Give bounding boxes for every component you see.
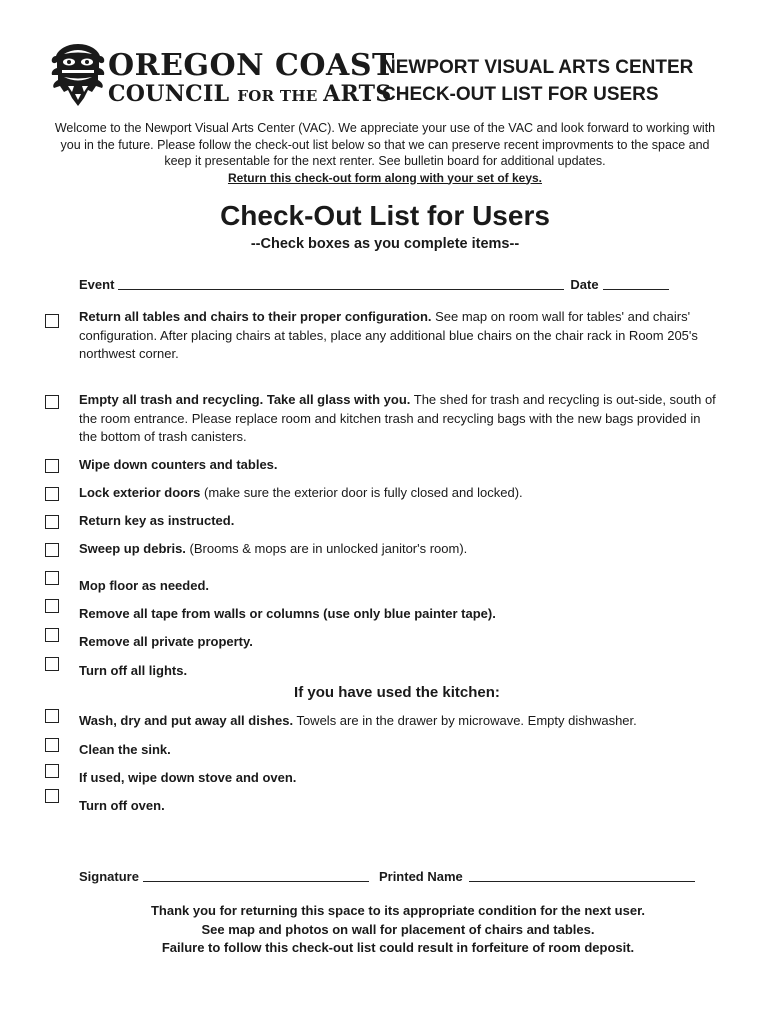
page-subtitle: --Check boxes as you complete items--	[250, 236, 520, 252]
item-detail: Towels are in the drawer by microwave. Empty dishwasher.	[293, 713, 637, 728]
checkbox[interactable]	[45, 599, 59, 613]
item-heading: Mop floor as needed.	[79, 578, 210, 593]
checkbox[interactable]	[45, 628, 59, 642]
item-text	[79, 662, 719, 681]
date-field[interactable]	[603, 275, 669, 290]
org-name-arts: ARTS	[323, 81, 392, 107]
kitchen-heading: If you have used the kitchen:	[294, 684, 500, 701]
checkbox[interactable]	[45, 543, 59, 557]
checkbox[interactable]	[45, 738, 59, 752]
document-title: CHECK-OUT LIST FOR USERS	[382, 84, 659, 105]
event-field[interactable]	[118, 275, 564, 290]
item-text	[79, 484, 719, 503]
checkbox[interactable]	[45, 764, 59, 778]
checkbox[interactable]	[45, 789, 59, 803]
item-heading: Remove all tape from walls or columns (use only blue painter tape).	[79, 606, 496, 621]
item-text	[79, 712, 719, 731]
item-heading: Return all tables and chairs to their proper configuration.	[79, 309, 432, 324]
org-name-for-the: FOR THE	[237, 87, 324, 105]
checkbox[interactable]	[45, 314, 59, 328]
item-text	[79, 577, 719, 596]
item-heading: Lock exterior doors	[79, 485, 201, 500]
item-text	[79, 605, 719, 624]
footer-line: Failure to follow this check-out list could result in forfeiture of room deposit.	[161, 940, 635, 955]
item-detail: The shed for trash and recycling is out-side, south of the room entrance. Please replace room and kitchen trash and recycling bags with the new bags provided in the bottom of trash canisters.	[79, 392, 716, 444]
item-heading: Remove all private property.	[79, 634, 253, 649]
item-detail: (make sure the exterior door is fully closed and locked).	[200, 485, 523, 500]
checkbox[interactable]	[45, 487, 59, 501]
item-text	[79, 512, 719, 531]
return-form-note: Return this check-out form along with your set of keys.	[227, 170, 543, 185]
item-heading: If used, wipe down stove and oven.	[79, 770, 297, 785]
checkbox[interactable]	[45, 515, 59, 529]
item-heading: Sweep up debris.	[79, 541, 186, 556]
intro-text: Welcome to the Newport Visual Arts Center (VAC). We appreciate your use of the VAC and look forward to working with you in the future. Please follow the check-out list below so that we can preserve recent improvments to the space and keep it presentable for the next renter. See bulletin board for additional updates.	[54, 121, 716, 168]
page-title: Check-Out List for Users	[220, 200, 550, 231]
item-heading: Return key as instructed.	[79, 513, 235, 528]
footer-notes	[0, 902, 770, 958]
item-text	[79, 456, 719, 475]
org-name-line1: OREGON COAST	[108, 48, 395, 83]
header-titles	[382, 54, 742, 108]
item-heading: Wipe down counters and tables.	[79, 457, 278, 472]
item-text	[79, 769, 719, 788]
item-text	[79, 741, 719, 760]
intro-paragraph	[52, 120, 718, 186]
item-text	[79, 308, 719, 364]
signature-field[interactable]	[143, 867, 369, 882]
letterhead	[50, 42, 740, 112]
printed-name-field[interactable]	[469, 867, 695, 882]
checkbox[interactable]	[45, 571, 59, 585]
item-detail: (Brooms & mops are in unlocked janitor's room).	[185, 541, 468, 556]
checkbox[interactable]	[45, 459, 59, 473]
checkbox[interactable]	[45, 395, 59, 409]
date-label: Date	[570, 277, 599, 292]
tribal-mask-logo-icon	[50, 42, 106, 108]
item-text	[79, 540, 719, 559]
printed-name-label: Printed Name	[378, 869, 463, 884]
item-heading: Turn off all lights.	[79, 663, 188, 678]
item-text	[79, 391, 719, 447]
signature-row	[79, 864, 715, 884]
signature-label: Signature	[79, 869, 139, 884]
item-text	[79, 797, 719, 816]
item-heading: Empty all trash and recycling. Take all glass with you.	[79, 392, 411, 407]
org-name-council: COUNCIL	[108, 81, 238, 107]
event-label: Event	[79, 277, 115, 292]
item-text	[79, 633, 719, 652]
center-name: NEWPORT VISUAL ARTS CENTER	[382, 57, 694, 78]
item-heading: Clean the sink.	[79, 742, 171, 757]
item-detail: See map on room wall for tables' and chairs' configuration. After placing chairs at tables, place any additional blue chairs on the chair rack in Room 205's northwest corner.	[79, 309, 698, 361]
footer-line: See map and photos on wall for placement of chairs and tables.	[201, 921, 595, 937]
org-name-line2	[108, 82, 392, 108]
footer-line: Thank you for returning this space to its appropriate condition for the next user.	[150, 903, 646, 918]
item-heading: Turn off oven.	[79, 798, 165, 813]
checkbox[interactable]	[45, 657, 59, 671]
checkbox[interactable]	[45, 709, 59, 723]
event-date-row	[79, 272, 679, 292]
item-heading: Wash, dry and put away all dishes.	[79, 713, 294, 728]
